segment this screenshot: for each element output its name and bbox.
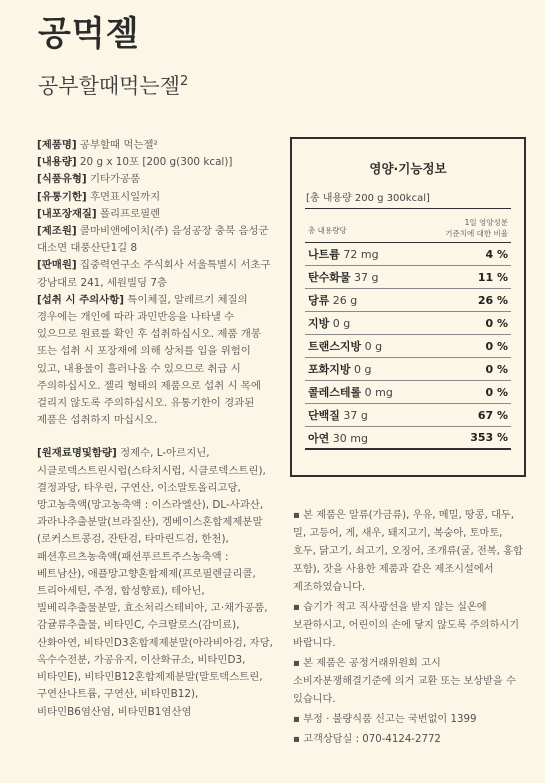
product-label-info: [37, 137, 277, 721]
nutrient-name: 탄수화물: [308, 271, 351, 284]
nutrient-amount: 30 mg: [332, 431, 368, 445]
nutrient-percent: 0 %: [485, 362, 508, 376]
nutrient-percent: 11 %: [477, 270, 508, 284]
label-key: [제조원]: [37, 225, 77, 238]
label-key: [제품명]: [37, 139, 77, 151]
notice-list: [293, 507, 525, 751]
nutrient-amount: 26 g: [332, 294, 358, 307]
product-subtitle: [38, 70, 188, 100]
label-value: 20 g x 10포 [200 g(300 kcal)]: [76, 156, 233, 169]
label-value: 콜마비앤에이치(주) 음성공장 충북 음성군 대소면 대풍산단1길 8: [37, 225, 269, 255]
label-row-manufacturer: [37, 223, 277, 257]
nutrient-amount: 72 mg: [343, 248, 379, 261]
nutrient-row-fat: [305, 312, 511, 335]
label-key: [식품유형]: [37, 173, 87, 186]
nutrient-row-trans-fat: [305, 335, 511, 358]
label-value: 특이체질, 알레르기 체질의 경우에는 개인에 따라 과민반응을 나타낼 수 있으므로 원료를 확인 후 섭취하십시오. 제품 개봉 또는 섭취 시 포장재에 의해 상처를 입을 위험이 있고, 내용물이 흘러나올 수 있으므로 취급 시 주의하십시오. 젤리 형태의 제품으로 섭취 시 목에 걸리지 않도록 주의하십시오. 유통기한이 경과된 제품은 섭취하지 마십시오.: [37, 293, 261, 427]
label-value: 공부할때 먹는젤²: [76, 139, 158, 151]
nutrition-list: [305, 243, 511, 450]
nutrient-row-carbohydrate: [305, 266, 511, 289]
nutrient-row-zinc: [305, 427, 511, 450]
nutrient-percent: 0 %: [485, 385, 508, 399]
subtitle-text: 공부할때먹는젤: [38, 74, 181, 98]
nutrient-name: 트랜스지방: [308, 340, 362, 353]
notice-report-hotline: ▪ 부정 · 불량식품 신고는 국번없이 1399: [293, 714, 477, 725]
nutrient-percent: 67 %: [477, 408, 508, 422]
subtitle-superscript: 2: [180, 74, 189, 89]
label-key: [내용량]: [37, 156, 77, 169]
label-row-food-type: [37, 171, 277, 188]
nutrition-header: [305, 208, 511, 243]
label-row-precautions: [37, 292, 277, 430]
nutrient-row-cholesterol: [305, 381, 511, 404]
notice-allergen: ▪ 본 제품은 알류(가금류), 우유, 메밀, 땅콩, 대두, 밀, 고등어, 게, 새우, 돼지고기, 복숭아, 토마토, 호두, 닭고기, 쇠고기, 오징어, 조개류(굴, 전복, 홍합 포함), 잣을 사용한 제품과 같은 제조시설에서 제조하였습니다.: [293, 510, 523, 593]
label-row-packaging: [37, 206, 277, 223]
nutrient-name: 지방: [308, 317, 330, 330]
nutrient-name: 단백질: [308, 409, 340, 422]
nutrient-name: 아연: [308, 431, 330, 445]
label-key: [원재료명및함량]: [37, 447, 117, 460]
nutrient-percent: 26 %: [477, 293, 508, 307]
label-key: [내포장재질]: [37, 207, 97, 220]
nutrient-name: 나트륨: [308, 248, 340, 261]
nutrition-serving: [총 내용량 200 g 300kcal]: [306, 193, 430, 204]
label-value: 후면표시일까지: [86, 190, 161, 203]
notice-storage: ▪ 습기가 적고 직사광선을 받지 않는 실온에 보관하시고, 어린이의 손에 닿지 않도록 주의하시기 바랍니다.: [293, 602, 520, 649]
nutrient-amount: 0 g: [332, 317, 351, 330]
nutrient-name: 포화지방: [308, 363, 351, 376]
header-right: [445, 217, 508, 239]
header-left: 총 내용량당: [308, 226, 347, 235]
nutrient-row-saturated-fat: [305, 358, 511, 381]
nutrient-name: 당류: [308, 294, 330, 307]
label-key: [유통기한]: [37, 190, 87, 203]
label-key: [판매원]: [37, 259, 77, 272]
nutrient-amount: 0 mg: [364, 386, 393, 399]
nutrient-percent: 353 %: [470, 431, 508, 444]
label-row-ingredients: [37, 445, 277, 720]
nutrition-facts-table: [290, 137, 526, 477]
label-row-content: [37, 154, 277, 171]
label-value: 기타가공품: [86, 173, 141, 186]
nutrient-amount: 0 g: [354, 363, 372, 376]
nutrition-title: 영양·기능정보: [369, 161, 447, 176]
nutrient-row-sodium: [305, 243, 511, 266]
label-key: [섭취 시 주의사항]: [37, 293, 124, 306]
brand-title: 공먹젤: [38, 14, 140, 54]
nutrient-amount: 37 g: [343, 409, 368, 422]
label-row-expiry: [37, 189, 277, 206]
label-value: 집중력연구소 주식회사 서울특별시 서초구 강남대로 241, 세원빌딩 7층: [37, 259, 271, 289]
label-row-seller: [37, 257, 277, 291]
nutrient-amount: 37 g: [354, 271, 379, 284]
nutrient-row-sugars: [305, 289, 511, 312]
nutrient-percent: 0 %: [485, 339, 508, 353]
label-value: 정제수, L-아르지닌, 시클로덱스트린시럽(스타치시럽, 시클로덱스트린), 결정과당, 타우린, 구연산, 이소말토올리고당, 망고농축액(망고농축액 : 이스라엘산), DL-사과산, 과라나추출분말(브라질산), 겜베이스혼합제제분말(로커스트콩검, 잔탄검, 타마린드검, 한천), 패션후르츠농축액(패션푸르트주스농축액 : 베트남산), 애플망고향혼합제제(프로필렌글리콜, 트리아세틴, 주정, 합성향료), 테아닌, 빌베리추출물분말, 효소처리스테비아, 고·채가공품, 감귤류추출물, 비타민C, 수크랄로스(감미료), 산화아연, 비타민D3혼합제제분말(아라비아검, 자당, 옥수수전분, 가공유지, 이산화규소, 비타민D3, 비타민E), 비타민B12혼합제제분말(말토덱스트린, 구연산나트륨, 구연산, 비타민B12), 비타민B6염산염, 비타민B1염산염: [37, 447, 273, 718]
notice-customer-service: ▪ 고객상담실 : 070-4124-2772: [293, 734, 441, 745]
nutrient-percent: 0 %: [485, 316, 508, 330]
nutrient-percent: 4 %: [485, 247, 508, 261]
nutrient-row-protein: [305, 404, 511, 427]
label-value: 폴리프로필렌: [96, 207, 161, 220]
nutrient-name: 콜레스테롤: [308, 386, 362, 399]
nutrient-amount: 0 g: [364, 340, 383, 353]
spacer: [37, 429, 277, 445]
header-right-line2: 기준치에 대한 비율: [445, 229, 508, 238]
header-right-line1: 1일 영양성분: [464, 218, 508, 227]
label-row-product-name: [37, 137, 277, 154]
notice-compensation: ▪ 본 제품은 공정거래위원회 고시 소비자분쟁해결기준에 의거 교환 또는 보상받을 수 있습니다.: [293, 658, 516, 705]
